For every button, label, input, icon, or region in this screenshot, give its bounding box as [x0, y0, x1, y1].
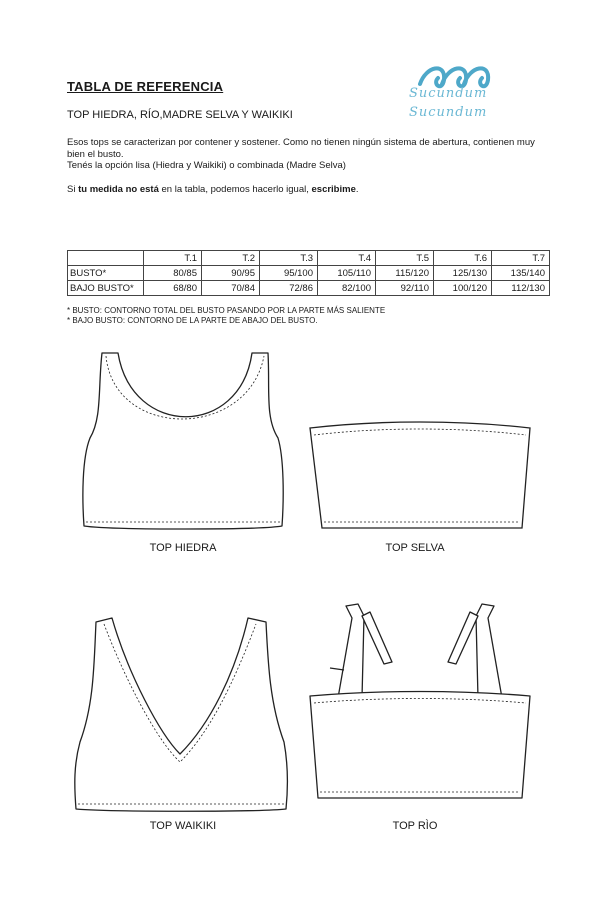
top-selva-illustration: [300, 418, 540, 533]
size-header: T.1: [144, 251, 202, 266]
brand-logo: [409, 52, 522, 132]
table-cell: 95/100: [260, 266, 318, 281]
table-cell: 125/130: [434, 266, 492, 281]
table-cell: 112/130: [492, 281, 550, 296]
table-header-row: [68, 251, 550, 266]
option-paragraph: Tenés la opción lisa (Hiedra y Waikiki) o combinada (Madre Selva): [67, 160, 346, 171]
table-cell: 70/84: [202, 281, 260, 296]
size-table: [67, 250, 550, 296]
row-label: BAJO BUSTO*: [68, 281, 144, 296]
caption-top-hiedra: TOP HIEDRA: [149, 542, 217, 554]
table-corner-cell: [68, 251, 144, 266]
size-header: T.6: [434, 251, 492, 266]
caption-top-selva: TOP SELVA: [385, 542, 445, 554]
size-header: T.7: [492, 251, 550, 266]
table-cell: 72/86: [260, 281, 318, 296]
page-title: TABLA DE REFERENCIA: [67, 79, 224, 94]
table-cell: 105/110: [318, 266, 376, 281]
table-row: [68, 266, 550, 281]
page-subtitle: TOP HIEDRA, RÍO,MADRE SELVA Y WAIKIKI: [67, 109, 293, 121]
table-cell: 92/110: [376, 281, 434, 296]
brand-name-line1: Sucundum: [409, 86, 488, 101]
description-paragraph: Esos tops se caracterizan por contener y sostener. Como no tienen ningún sistema de abertura, contienen muy bien el busto.: [67, 137, 535, 160]
table-row: [68, 281, 550, 296]
underbust-note: * BAJO BUSTO: CONTORNO DE LA PARTE DE ABAJO DEL BUSTO.: [67, 316, 318, 325]
table-cell: 115/120: [376, 266, 434, 281]
size-header: T.2: [202, 251, 260, 266]
top-waikiki-illustration: [70, 614, 300, 814]
row-label: BUSTO*: [68, 266, 144, 281]
caption-top-waikiki: TOP WAIKIKI: [149, 820, 217, 832]
size-header: T.4: [318, 251, 376, 266]
table-cell: 82/100: [318, 281, 376, 296]
caption-top-rio: TOP RÌO: [392, 820, 438, 832]
contact-paragraph: Si tu medida no está en la tabla, podemos hacerlo igual, escribime.: [67, 184, 359, 195]
table-cell: 135/140: [492, 266, 550, 281]
brand-name-line2: Sucundum: [409, 105, 488, 120]
table-cell: 80/85: [144, 266, 202, 281]
top-rio-illustration: [300, 598, 540, 808]
table-cell: 68/80: [144, 281, 202, 296]
table-cell: 100/120: [434, 281, 492, 296]
top-hiedra-illustration: [70, 348, 300, 533]
bust-note: * BUSTO: CONTORNO TOTAL DEL BUSTO PASANDO POR LA PARTE MÁS SALIENTE: [67, 306, 386, 315]
size-header: T.5: [376, 251, 434, 266]
table-cell: 90/95: [202, 266, 260, 281]
size-header: T.3: [260, 251, 318, 266]
